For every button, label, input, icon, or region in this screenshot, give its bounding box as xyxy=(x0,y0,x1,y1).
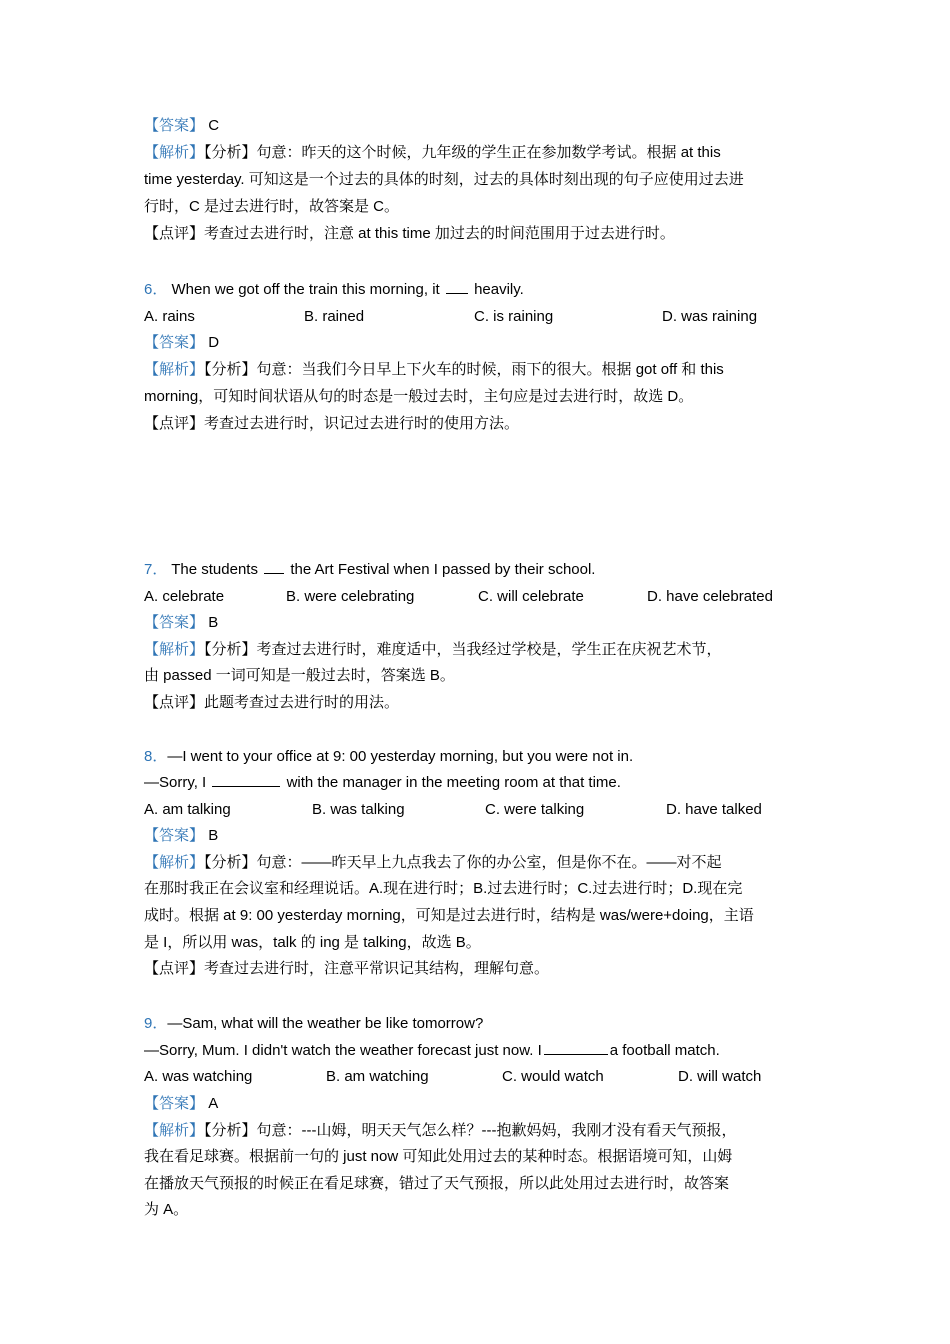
analysis-tag: 【解析】 xyxy=(144,361,205,378)
q5-answer: C xyxy=(208,117,220,134)
q7-option-a: A. celebrate xyxy=(144,588,225,605)
q9-stem-line-1 xyxy=(144,1013,816,1035)
answer-tag: 【答案】 xyxy=(144,117,205,134)
analysis-tag: 【解析】 xyxy=(144,144,205,161)
q5-analysis-text: 句意：昨天的这个时候，九年级的学生正在参加数学考试。根据 at this xyxy=(256,144,721,161)
q8-analysis-line-1 xyxy=(144,852,816,874)
q7-option-d: D. have celebrated xyxy=(647,588,773,605)
q8-stem-l2-b: with the manager in the meeting room at that time. xyxy=(286,774,621,791)
q5-analysis-line-2: time yesterday. 可知这是一个过去的具体的时刻，过去的具体时刻出现的句子应使用过去进 xyxy=(144,171,744,188)
q6-option-b: B. rained xyxy=(304,308,365,325)
answer-blank xyxy=(446,279,468,294)
q9-options xyxy=(144,1066,816,1088)
analysis-tag: 【解析】 xyxy=(144,854,205,871)
q9-analysis-line-4: 为 A。 xyxy=(144,1201,189,1218)
q8-review-line xyxy=(144,958,816,980)
q9-analysis-line-1 xyxy=(144,1120,816,1142)
answer-blank xyxy=(212,772,280,787)
q8-analysis-line-4: 是 I，所以用 was，talk 的 ing 是 talking，故选 B。 xyxy=(144,934,481,951)
q7-option-c: C. will celebrate xyxy=(478,588,584,605)
review-tag: 【点评】 xyxy=(144,960,205,977)
q8-stem-l1: —I went to your office at 9: 00 yesterday morning, but you were not in. xyxy=(167,748,634,765)
q8-analysis-text: 句意：——昨天早上九点我去了你的办公室，但是你不在。——对不起 xyxy=(256,854,722,871)
q6-option-d: D. was raining xyxy=(662,308,758,325)
sub-analysis-tag: 【分析】 xyxy=(204,854,257,871)
q6-analysis-text: 句意：当我们今日早上下火车的时候，雨下的很大。根据 got off 和 this xyxy=(256,361,724,378)
q9-stem-l2-b: a football match. xyxy=(609,1042,720,1059)
q6-option-a: A. rains xyxy=(144,308,195,325)
q9-option-c: C. would watch xyxy=(502,1068,604,1085)
sub-analysis-tag: 【分析】 xyxy=(204,1122,257,1139)
q5-analysis-line-1 xyxy=(144,142,816,164)
review-tag: 【点评】 xyxy=(144,415,205,432)
q8-answer-line xyxy=(144,825,816,847)
q9-answer-line xyxy=(144,1093,816,1115)
q7-review: 此题考查过去进行时的用法。 xyxy=(204,694,400,711)
q6-analysis-line-1 xyxy=(144,359,816,381)
answer-tag: 【答案】 xyxy=(144,334,205,351)
q8-option-d: D. have talked xyxy=(666,801,762,818)
q5-review-line xyxy=(144,223,816,245)
q6-stem-a: When we got off the train this morning, it xyxy=(171,281,440,298)
q7-option-b: B. were celebrating xyxy=(286,588,415,605)
sub-analysis-tag: 【分析】 xyxy=(204,641,257,658)
q7-stem xyxy=(144,559,816,581)
q6-review-line xyxy=(144,413,816,435)
q9-analysis-line-2: 我在看足球赛。根据前一句的 just now 可知此处用过去的某种时态。根据语境可知，山姆 xyxy=(144,1148,733,1165)
answer-tag: 【答案】 xyxy=(144,827,205,844)
q8-option-c: C. were talking xyxy=(485,801,585,818)
q9-stem-line-2 xyxy=(144,1040,816,1062)
q8-option-b: B. was talking xyxy=(312,801,405,818)
q5-analysis-line-3: 行时，C 是过去进行时，故答案是 C。 xyxy=(144,198,400,215)
q6-stem-b: heavily. xyxy=(474,281,524,298)
q8-analysis-line-2: 在那时我正在会议室和经理说话。A.现在进行时；B.过去进行时；C.过去进行时；D.现在完 xyxy=(144,880,743,897)
sub-analysis-tag: 【分析】 xyxy=(204,144,257,161)
q9-number: 9． xyxy=(144,1015,168,1032)
q8-options xyxy=(144,799,816,821)
q9-option-a: A. was watching xyxy=(144,1068,253,1085)
answer-blank xyxy=(264,559,284,574)
q7-stem-b: the Art Festival when I passed by their school. xyxy=(290,561,596,578)
q5-answer-line xyxy=(144,115,816,137)
q7-number: 7． xyxy=(144,561,168,578)
answer-tag: 【答案】 xyxy=(144,614,205,631)
q8-stem-line-1 xyxy=(144,746,816,768)
q9-stem-l1: —Sam, what will the weather be like tomorrow? xyxy=(167,1015,484,1032)
q7-stem-a: The students xyxy=(171,561,258,578)
q8-stem-l2-a: —Sorry, I xyxy=(144,774,207,791)
q9-option-d: D. will watch xyxy=(678,1068,762,1085)
q5-review: 考查过去进行时，注意 at this time 加过去的时间范围用于过去进行时。 xyxy=(204,225,675,242)
q8-analysis-line-3: 成时。根据 at 9: 00 yesterday morning，可知是过去进行时，结构是 was/were+doing，主语 xyxy=(144,907,754,924)
q9-answer: A xyxy=(208,1095,219,1112)
analysis-tag: 【解析】 xyxy=(144,641,205,658)
q7-review-line xyxy=(144,692,816,714)
q8-review: 考查过去进行时，注意平常识记其结构，理解句意。 xyxy=(204,960,550,977)
q8-option-a: A. am talking xyxy=(144,801,231,818)
q6-analysis-line-2: morning，可知时间状语从句的时态是一般过去时，主句应是过去进行时，故选 D。 xyxy=(144,388,694,405)
sub-analysis-tag: 【分析】 xyxy=(204,361,257,378)
review-tag: 【点评】 xyxy=(144,694,205,711)
q7-analysis-line-1 xyxy=(144,639,816,661)
answer-tag: 【答案】 xyxy=(144,1095,205,1112)
q9-stem-l2-a: —Sorry, Mum. I didn't watch the weather forecast just now. I xyxy=(144,1042,542,1059)
q8-stem-line-2 xyxy=(144,772,816,794)
q9-analysis-text: 句意：---山姆，明天天气怎么样？---抱歉妈妈，我刚才没有看天气预报， xyxy=(256,1122,737,1139)
q7-analysis-line-2: 由 passed 一词可知是一般过去时，答案选 B。 xyxy=(144,667,455,684)
q6-review: 考查过去进行时，识记过去进行时的使用方法。 xyxy=(204,415,520,432)
q6-answer-line xyxy=(144,332,816,354)
analysis-tag: 【解析】 xyxy=(144,1122,205,1139)
q6-options xyxy=(144,306,816,328)
q7-answer: B xyxy=(208,614,219,631)
q9-analysis-line-3: 在播放天气预报的时候正在看足球赛，错过了天气预报，所以此处用过去进行时，故答案 xyxy=(144,1175,730,1192)
q6-answer: D xyxy=(208,334,220,351)
q8-answer: B xyxy=(208,827,219,844)
q6-stem xyxy=(144,279,816,301)
q7-options xyxy=(144,586,816,608)
review-tag: 【点评】 xyxy=(144,225,205,242)
q9-option-b: B. am watching xyxy=(326,1068,429,1085)
q8-number: 8． xyxy=(144,748,168,765)
q6-number: 6． xyxy=(144,281,168,298)
q7-analysis-text: 考查过去进行时，难度适中，当我经过学校是，学生正在庆祝艺术节， xyxy=(256,641,722,658)
q7-answer-line xyxy=(144,612,816,634)
answer-blank xyxy=(544,1040,608,1055)
q6-option-c: C. is raining xyxy=(474,308,554,325)
